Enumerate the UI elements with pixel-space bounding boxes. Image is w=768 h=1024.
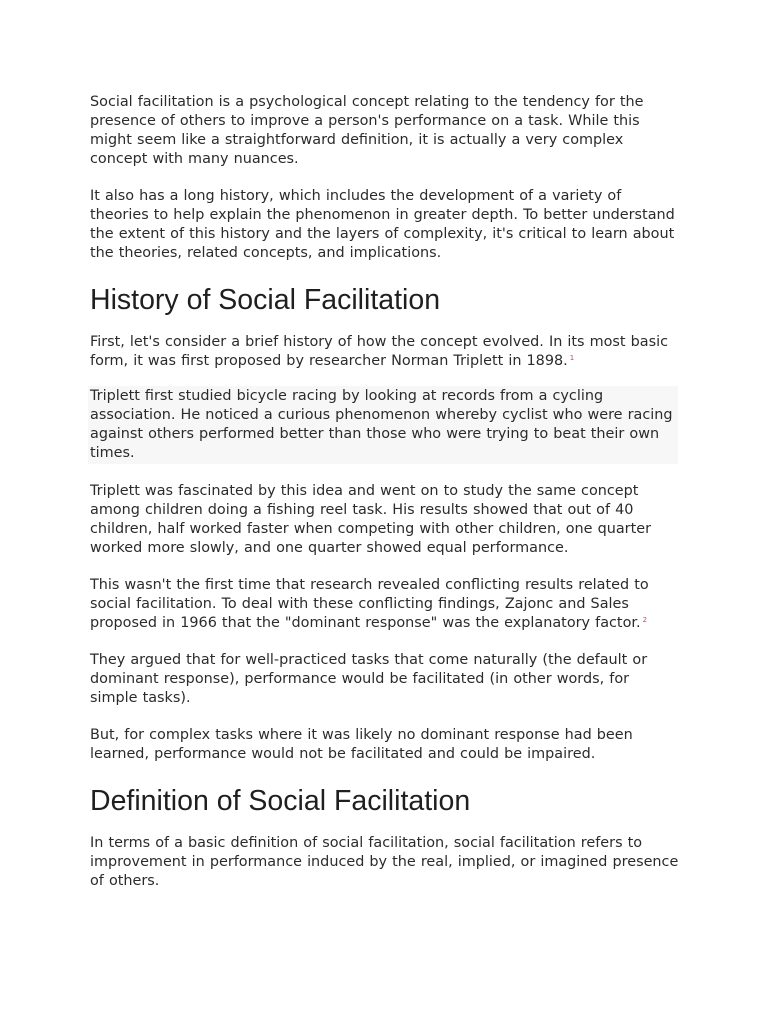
section-heading-history: History of Social Facilitation (90, 284, 441, 316)
history-paragraph: But, for complex tasks where it was likely no dominant response had been learned, performance would not be facilitated and could be impaired. (90, 727, 633, 762)
history-paragraph (90, 576, 680, 633)
history-paragraph (90, 333, 680, 371)
history-paragraph: They argued that for well-practiced tasks that come naturally (the default or dominant response), performance would be facilitated (in other words, for simple tasks). (90, 652, 648, 706)
history-paragraph-text: First, let's consider a brief history of how the concept evolved. In its most basic form, it was first proposed by researcher Norman Triplett in 1898. (90, 334, 669, 369)
history-paragraph: Triplett was fascinated by this idea and went on to study the same concept among children doing a fishing reel task. His results showed that out of 40 children, half worked faster when competing with other children, one quarter worked more slowly, and one quarter showed equal performance. (90, 483, 651, 556)
history-paragraph-text: This wasn't the first time that research revealed conflicting results related to social facilitation. To deal with these conflicting findings, Zajonc and Sales proposed in 1966 that the "dominant response" was the explanatory factor. (90, 577, 649, 631)
definition-paragraph: In terms of a basic definition of social facilitation, social facilitation refers to improvement in performance induced by the real, implied, or imagined presence of others. (90, 835, 679, 889)
citation-link[interactable]: 1 (569, 354, 575, 362)
citation-link[interactable]: 2 (642, 616, 648, 624)
intro-paragraph: Social facilitation is a psychological concept relating to the tendency for the presence of others to improve a person's performance on a task. While this might seem like a straightforward definition, it is actually a very complex concept with many nuances. (90, 94, 644, 167)
intro-paragraph: It also has a long history, which includes the development of a variety of theories to help explain the phenomenon in greater depth. To better understand the extent of this history and the layers of complexity, it's critical to learn about the theories, related concepts, and implications. (90, 188, 675, 261)
section-heading-definition: Definition of Social Facilitation (90, 785, 471, 817)
highlight-callout (88, 386, 678, 464)
article-body (90, 93, 680, 891)
callout-text: Triplett first studied bicycle racing by looking at records from a cycling association. He noticed a curious phenomenon whereby cyclist who were racing against others performed better than those who were trying to beat their own times. (90, 388, 673, 461)
